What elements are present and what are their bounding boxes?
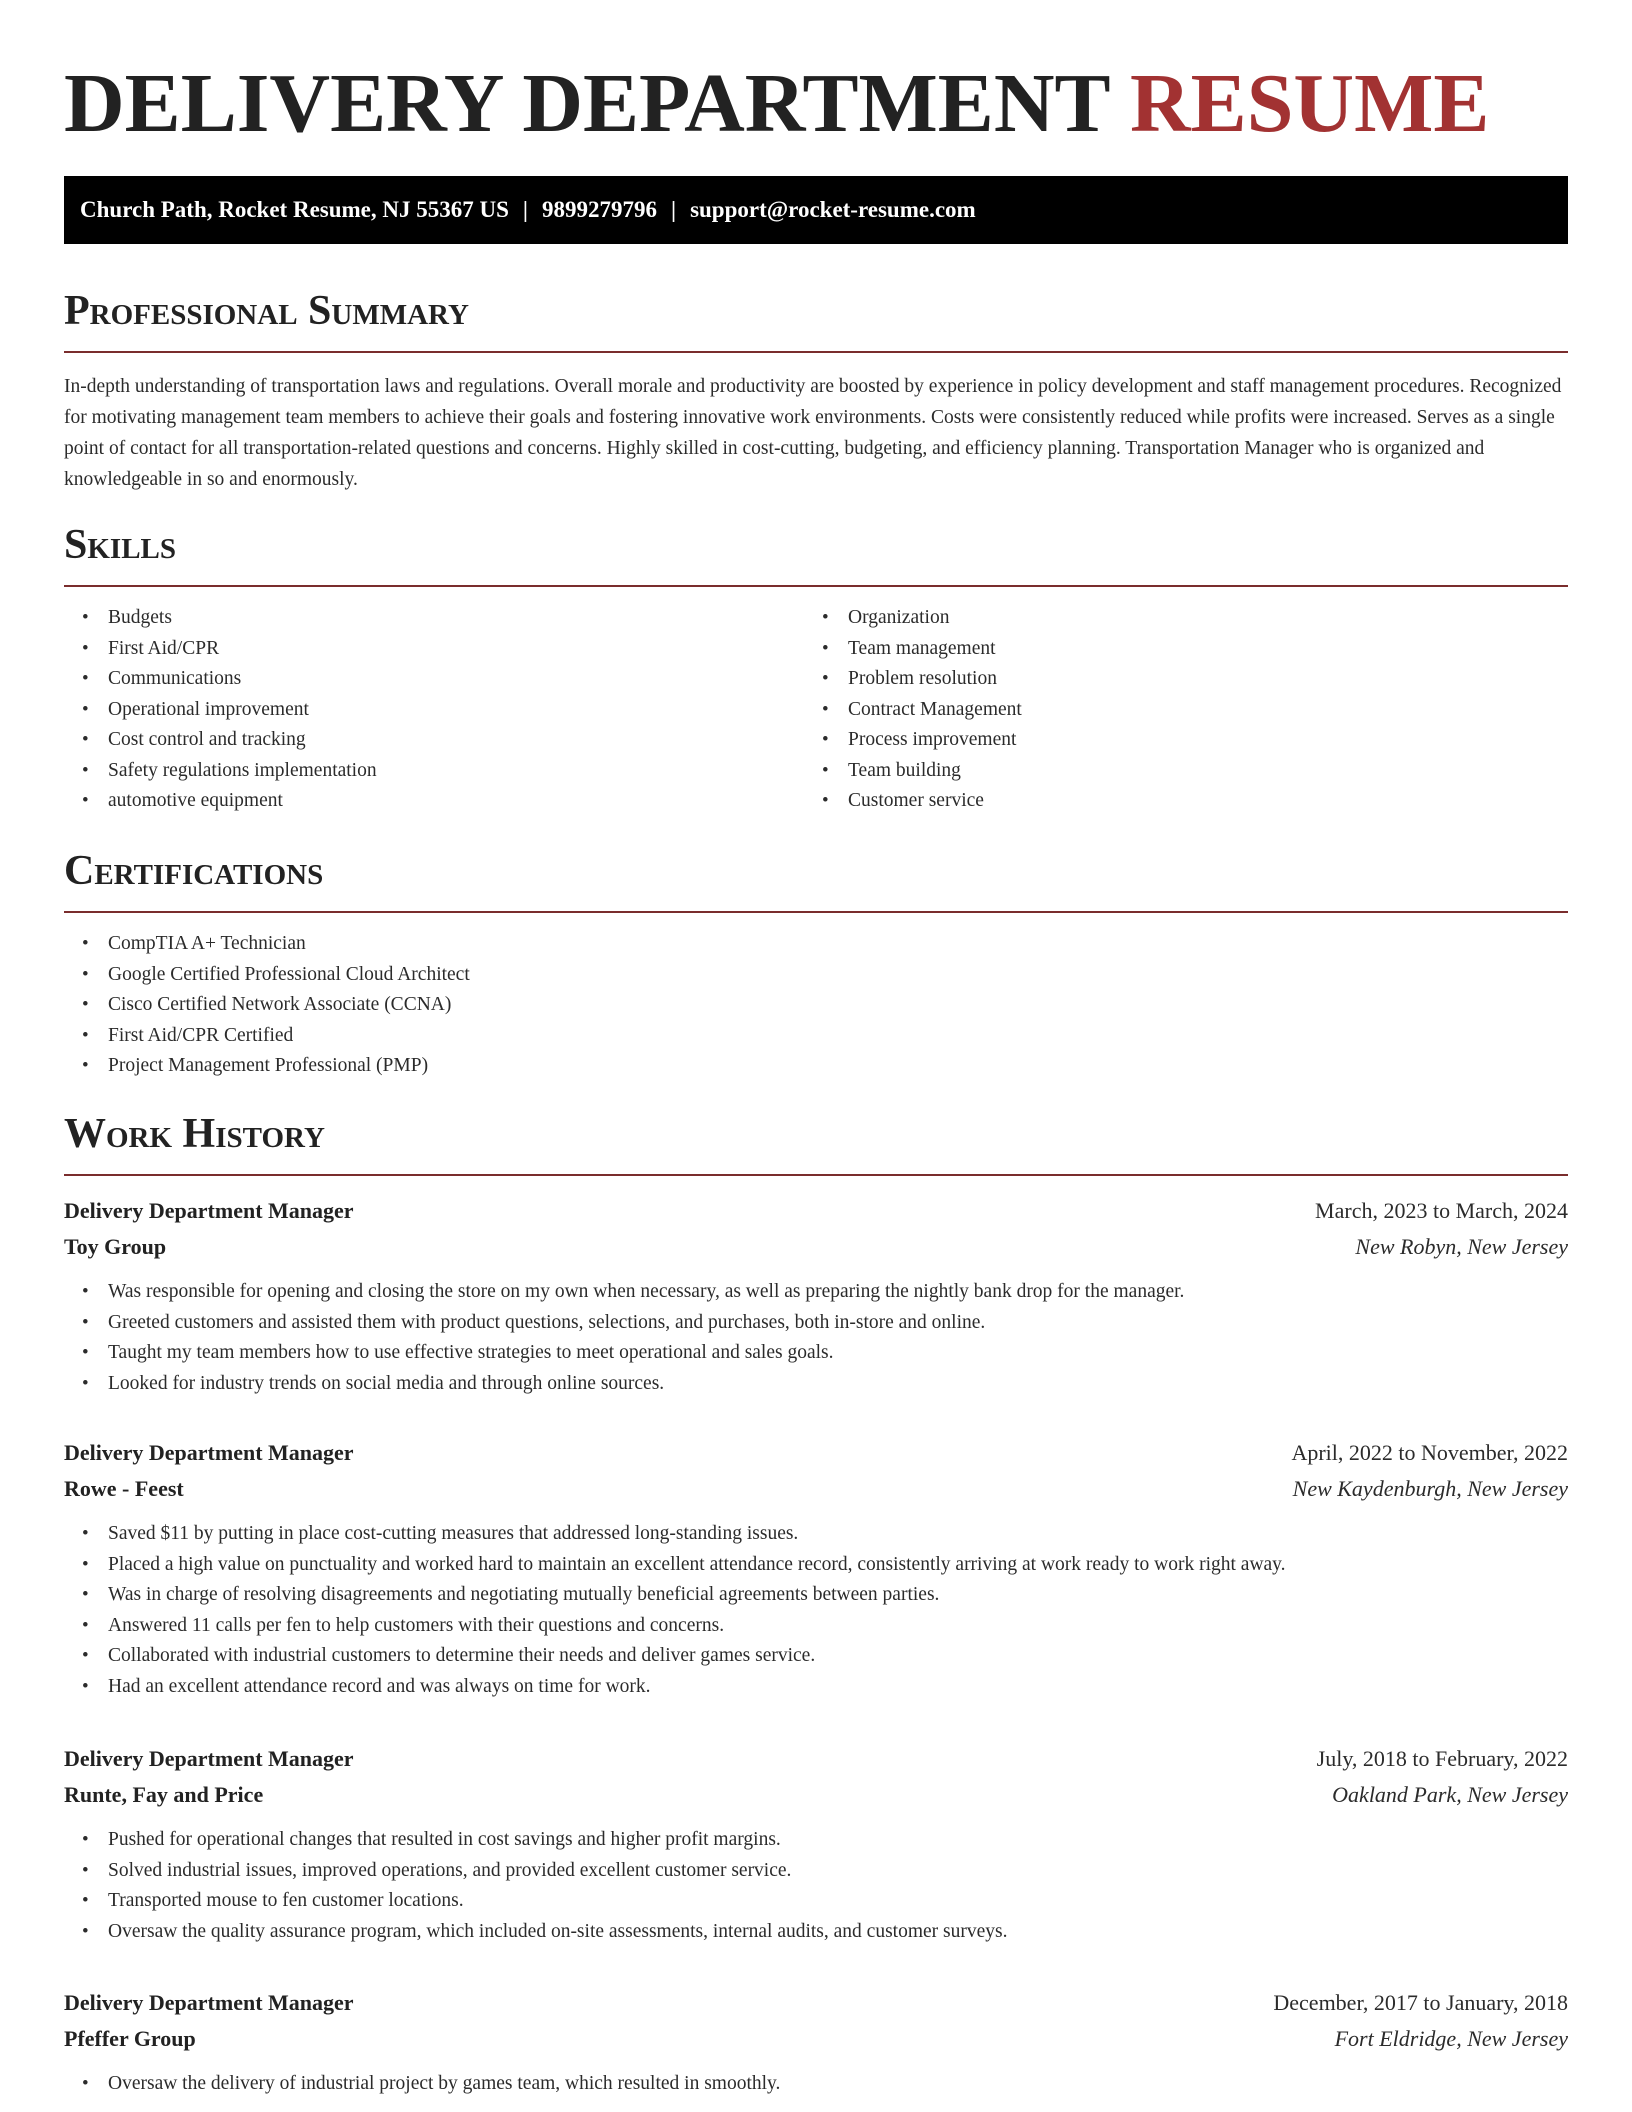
job-bullets <box>64 2069 1568 2100</box>
certifications-section <box>64 845 1568 1082</box>
skills-column-right <box>804 587 1504 817</box>
job-location: Fort Eldridge, New Jersey <box>1334 2026 1568 2051</box>
job-bullet: • Had an excellent attendance record and was always on time for work. <box>108 1672 1568 1703</box>
skills-heading: Skills <box>64 522 177 568</box>
job-title: Delivery Department Manager <box>64 1440 354 1465</box>
title-accent: RESUME <box>1130 57 1490 150</box>
job-entry <box>64 1435 1568 1702</box>
job-bullet: • Solved industrial issues, improved operations, and provided excellent customer service. <box>108 1856 1568 1887</box>
skill-item: • Cost control and tracking <box>108 725 764 756</box>
certifications-heading: Certifications <box>64 848 324 894</box>
job-header-row <box>64 1193 1568 1229</box>
job-bullets <box>64 1825 1568 1947</box>
job-location: Oakland Park, New Jersey <box>1332 1782 1568 1807</box>
certification-item: • First Aid/CPR Certified <box>108 1021 1568 1052</box>
job-entry <box>64 1741 1568 1947</box>
skills-column-left <box>64 587 764 817</box>
resume-title <box>64 0 1568 156</box>
job-bullet: • Was in charge of resolving disagreements and negotiating mutually beneficial agreements between parties. <box>108 1580 1568 1611</box>
summary-heading: Professional Summary <box>64 288 469 334</box>
work-history-section <box>64 1108 1568 1176</box>
skill-item: • Contract Management <box>848 695 1504 726</box>
job-company: Runte, Fay and Price <box>64 1782 264 1807</box>
job-bullet: • Was responsible for opening and closing the store on my own when necessary, as well as preparing the nightly bank drop for the manager. <box>108 1277 1568 1308</box>
job-title: Delivery Department Manager <box>64 1198 354 1223</box>
contact-email[interactable]: support@rocket-resume.com <box>690 197 976 222</box>
job-subheader-row <box>64 1471 1568 1507</box>
skill-item: • Organization <box>848 603 1504 634</box>
skill-item: • automotive equipment <box>108 786 764 817</box>
skill-item: • Communications <box>108 664 764 695</box>
contact-bar <box>64 176 1568 244</box>
skills-columns <box>64 587 1568 811</box>
certification-item: • Project Management Professional (PMP) <box>108 1051 1568 1082</box>
title-main: DELIVERY DEPARTMENT <box>64 57 1109 150</box>
section-divider <box>64 351 1568 353</box>
job-bullets <box>64 1519 1568 1702</box>
job-bullet: • Saved $11 by putting in place cost-cutting measures that addressed long-standing issues. <box>108 1519 1568 1550</box>
skill-item: • Safety regulations implementation <box>108 756 764 787</box>
job-subheader-row <box>64 2021 1568 2057</box>
skill-item: • Operational improvement <box>108 695 764 726</box>
job-company: Pfeffer Group <box>64 2026 196 2051</box>
job-location: New Robyn, New Jersey <box>1355 1234 1568 1259</box>
job-subheader-row <box>64 1229 1568 1265</box>
skill-item: • Problem resolution <box>848 664 1504 695</box>
job-title: Delivery Department Manager <box>64 1990 354 2015</box>
job-header-row <box>64 1435 1568 1471</box>
certification-item: • CompTIA A+ Technician <box>108 929 1568 960</box>
skill-item: • Process improvement <box>848 725 1504 756</box>
contact-separator: | <box>522 197 528 222</box>
skills-section <box>64 519 1568 811</box>
job-bullet: • Pushed for operational changes that resulted in cost savings and higher profit margins. <box>108 1825 1568 1856</box>
job-bullet: • Taught my team members how to use effective strategies to meet operational and sales goals. <box>108 1338 1568 1369</box>
job-dates: April, 2022 to November, 2022 <box>1291 1440 1568 1465</box>
skills-list-left <box>64 603 764 817</box>
certifications-list <box>64 929 1568 1082</box>
resume-page <box>64 0 1568 2094</box>
job-subheader-row <box>64 1777 1568 1813</box>
job-bullet: • Looked for industry trends on social media and through online sources. <box>108 1369 1568 1400</box>
job-entry <box>64 1193 1568 1399</box>
skill-item: • First Aid/CPR <box>108 634 764 665</box>
job-bullet: • Answered 11 calls per fen to help customers with their questions and concerns. <box>108 1611 1568 1642</box>
job-bullet: • Placed a high value on punctuality and worked hard to maintain an excellent attendance record, consistently arriving at work ready to work right away. <box>108 1550 1568 1581</box>
work-history-heading: Work History <box>64 1111 325 1157</box>
job-bullet: • Transported mouse to fen customer locations. <box>108 1886 1568 1917</box>
job-header-row <box>64 1985 1568 2021</box>
section-divider <box>64 1174 1568 1176</box>
contact-address: Church Path, Rocket Resume, NJ 55367 US <box>80 197 509 222</box>
section-divider <box>64 911 1568 913</box>
job-title: Delivery Department Manager <box>64 1746 354 1771</box>
summary-text: In-depth understanding of transportation laws and regulations. Overall morale and productivity are boosted by experience in policy development and staff management procedures. Recognized for motivating management team members to achieve their goals and fostering innovative work environments. Costs were consistently reduced while profits were increased. Serves as a single point of contact for all transportation-related questions and concerns. Highly skilled in cost-cutting, budgeting, and efficiency planning. Transportation Manager who is organized and knowledgeable in so and enormously. <box>64 376 1562 490</box>
job-dates: December, 2017 to January, 2018 <box>1273 1990 1568 2015</box>
contact-separator: | <box>670 197 677 222</box>
skill-item: • Budgets <box>108 603 764 634</box>
summary-section <box>64 285 1568 495</box>
job-company: Rowe - Feest <box>64 1476 184 1501</box>
certification-item: • Cisco Certified Network Associate (CCNA) <box>108 990 1568 1021</box>
job-entry <box>64 1985 1568 2100</box>
job-bullet: • Oversaw the quality assurance program, which included on-site assessments, internal audits, and customer surveys. <box>108 1917 1568 1948</box>
skill-item: • Team building <box>848 756 1504 787</box>
job-bullet: • Oversaw the delivery of industrial project by games team, which resulted in smoothly. <box>108 2069 1568 2100</box>
job-dates: March, 2023 to March, 2024 <box>1315 1198 1568 1223</box>
skill-item: • Customer service <box>848 786 1504 817</box>
contact-phone[interactable]: 9899279796 <box>541 197 657 222</box>
job-company: Toy Group <box>64 1234 167 1259</box>
skill-item: • Team management <box>848 634 1504 665</box>
job-bullet: • Greeted customers and assisted them with product questions, selections, and purchases, both in-store and online. <box>108 1308 1568 1339</box>
job-dates: July, 2018 to February, 2022 <box>1316 1746 1568 1771</box>
job-header-row <box>64 1741 1568 1777</box>
job-bullet: • Collaborated with industrial customers to determine their needs and deliver games service. <box>108 1641 1568 1672</box>
job-bullets <box>64 1277 1568 1399</box>
certification-item: • Google Certified Professional Cloud Architect <box>108 960 1568 991</box>
job-location: New Kaydenburgh, New Jersey <box>1292 1476 1568 1501</box>
skills-list-right <box>804 603 1504 817</box>
